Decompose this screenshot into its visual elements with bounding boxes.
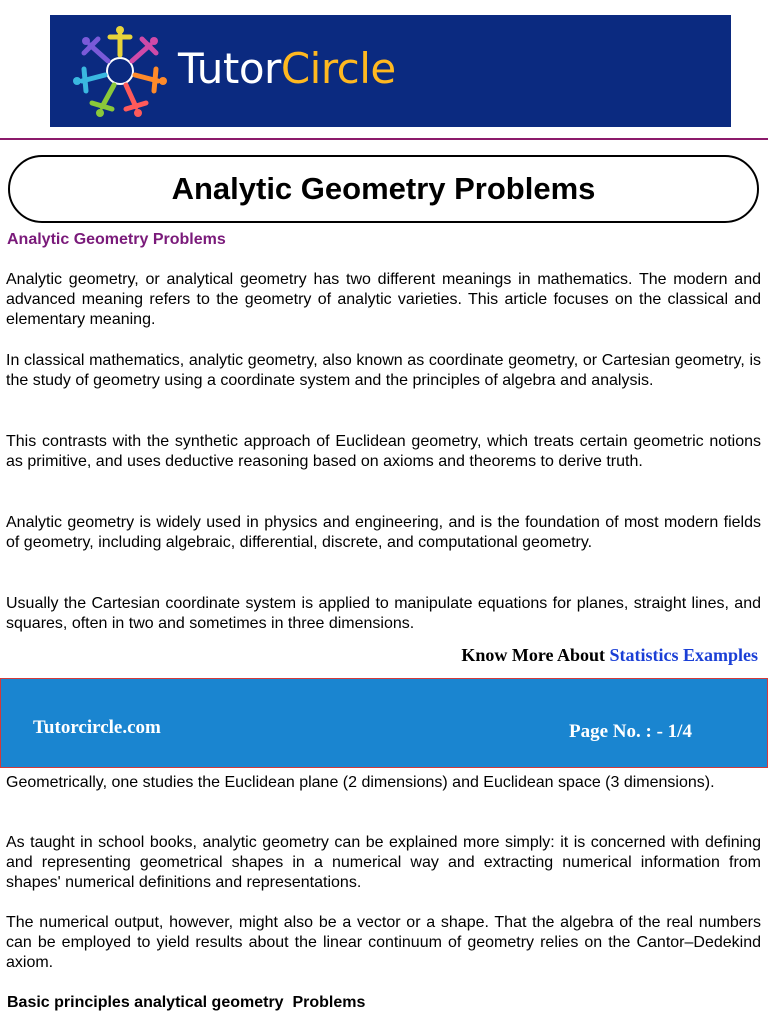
logo-word-circle: Circle (280, 44, 396, 93)
title-box (8, 155, 759, 223)
logo-banner (50, 15, 731, 127)
paragraph: Analytic geometry, or analytical geometry has two different meanings in mathematics. The modern and advanced meaning refers to the geometry of analytic varieties. This article focuses on the classical and elementary meaning. (6, 271, 761, 328)
paragraph: In classical mathematics, analytic geometry, also known as coordinate geometry, or Cartesian geometry, is the study of geometry using a coordinate system and the principles of algebra and analysis. (6, 352, 761, 389)
header-divider (0, 138, 768, 140)
section-subheading-2: Basic principles analytical geometry Problems (7, 994, 366, 1011)
statistics-examples-link[interactable]: Statistics Examples (609, 645, 758, 665)
page-title: Analytic Geometry Problems (171, 171, 596, 206)
paragraph: Geometrically, one studies the Euclidean plane (2 dimensions) and Euclidean space (3 dimensions). (6, 774, 715, 791)
logo-wordmark (178, 43, 396, 95)
logo-word-tutor: Tutor (178, 44, 281, 93)
paragraph: As taught in school books, analytic geometry can be explained more simply: it is concerned with defining and representing geometrical shapes in a numerical way and extracting numerical information from shapes' numerical definitions and representations. (6, 834, 761, 891)
footer-site-link[interactable]: Tutorcircle.com (33, 717, 161, 738)
page-number: Page No. : - 1/4 (569, 721, 692, 742)
paragraph: Analytic geometry is widely used in physics and engineering, and is the foundation of most modern fields of geometry, including algebraic, differential, discrete, and computational geometry. (6, 514, 761, 551)
paragraph: Usually the Cartesian coordinate system is applied to manipulate equations for planes, straight lines, and squares, often in two and sometimes in three dimensions. (6, 595, 761, 632)
paragraph: This contrasts with the synthetic approach of Euclidean geometry, which treats certain geometric notions as primitive, and uses deductive reasoning based on axioms and theorems to derive truth. (6, 433, 761, 470)
know-more-line (461, 644, 758, 666)
section-subheading: Analytic Geometry Problems (7, 231, 226, 248)
know-more-prefix: Know More About (461, 645, 610, 665)
paragraph: The numerical output, however, might also be a vector or a shape. That the algebra of the real numbers can be employed to yield results about the linear continuum of geometry relies on the Cantor–Dedekind axiom. (6, 914, 761, 971)
tutorcircle-logo-icon (72, 25, 168, 117)
page-footer (0, 678, 768, 768)
